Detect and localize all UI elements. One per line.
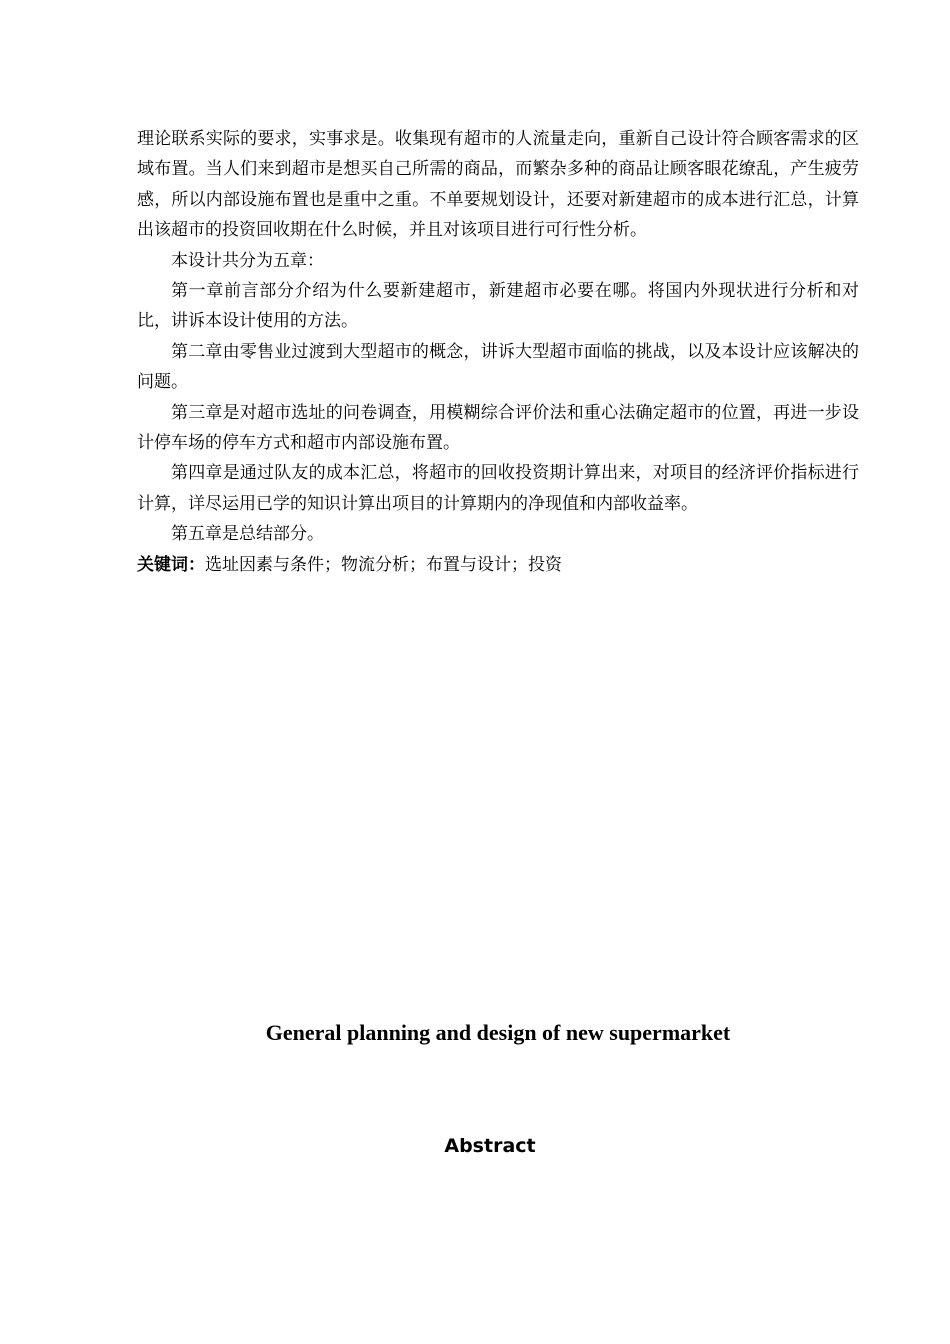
abstract-heading: Abstract xyxy=(444,1135,536,1157)
paragraph-chapter-3: 第三章是对超市选址的问卷调查，用模糊综合评价法和重心法确定超市的位置，再进一步设计停车场的停车方式和超市内部设施布置。 xyxy=(137,402,859,454)
chinese-abstract-body xyxy=(137,124,859,580)
english-title: General planning and design of new supermarket xyxy=(265,1020,731,1045)
keywords-label: 关键词： xyxy=(137,554,205,575)
paragraph-chapter-2: 第二章由零售业过渡到大型超市的概念，讲诉大型超市面临的挑战，以及本设计应该解决的问题。 xyxy=(137,341,859,393)
keywords-line xyxy=(137,550,859,580)
paragraph-chapter-overview: 本设计共分为五章： xyxy=(171,250,324,271)
keywords-text: 选址因素与条件；物流分析；布置与设计；投资 xyxy=(205,554,562,575)
paragraph-chapter-1: 第一章前言部分介绍为什么要新建超市，新建超市必要在哪。将国内外现状进行分析和对比，讲诉本设计使用的方法。 xyxy=(137,281,859,332)
paragraph-chapter-5: 第五章是总结部分。 xyxy=(171,524,324,545)
paragraph-continuation: 理论联系实际的要求，实事求是。收集现有超市的人流量走向，重新自己设计符合顾客需求的区域布置。当人们来到超市是想买自己所需的商品，而繁杂多种的商品让顾客眼花缭乱，产生疲劳感，所以内部设施布置也是重中之重。不单要规划设计，还要对新建超市的成本进行汇总，计算出该超市的投资回收期在什么时候，并且对该项目进行可行性分析。 xyxy=(137,129,859,241)
paragraph-chapter-4: 第四章是通过队友的成本汇总，将超市的回收投资期计算出来，对项目的经济评价指标进行计算，详尽运用已学的知识计算出项目的计算期内的净现值和内部收益率。 xyxy=(137,463,859,514)
